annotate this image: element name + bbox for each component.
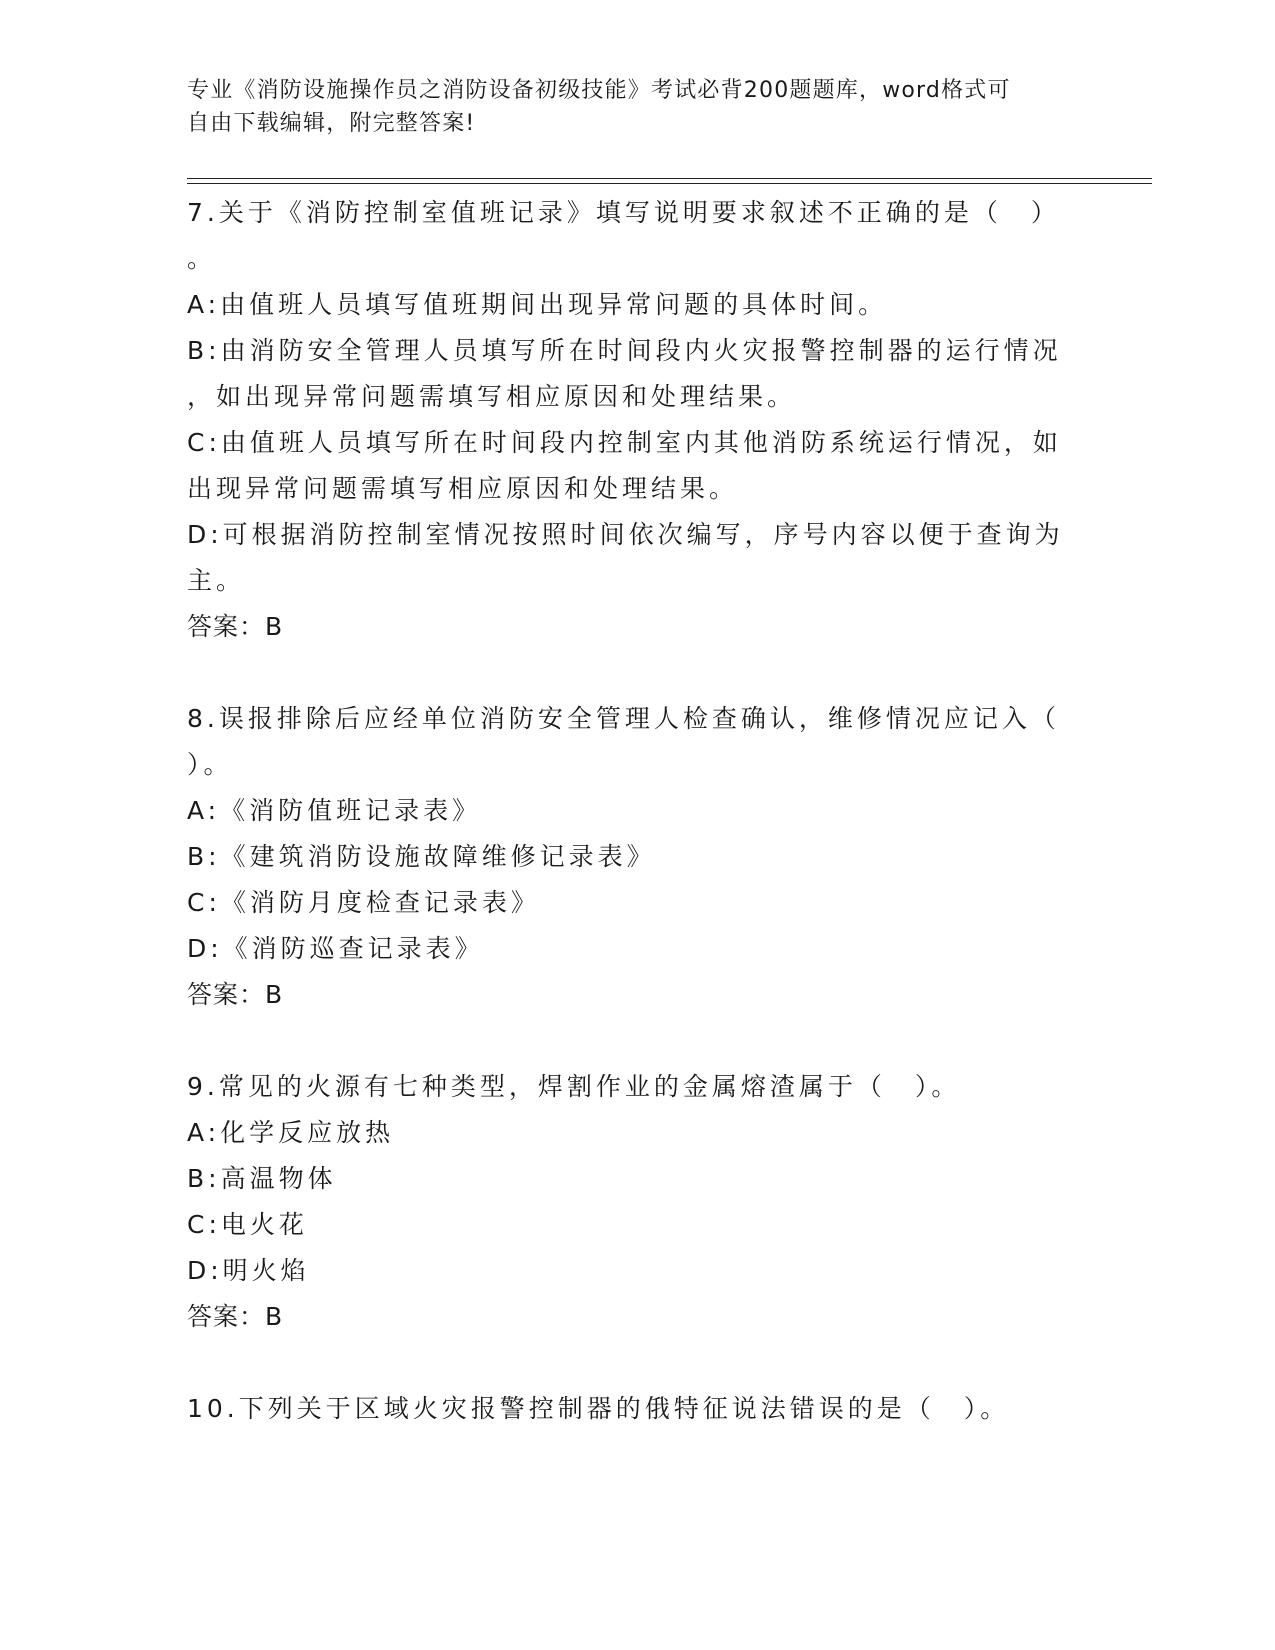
header-line-1: 专业《消防设施操作员之消防设备初级技能》考试必背200题题库，word格式可 bbox=[187, 78, 1011, 103]
answer: 答案：B bbox=[187, 612, 284, 641]
option-b: B:由消防安全管理人员填写所在时间段内火灾报警控制器的运行情况 bbox=[187, 336, 1062, 365]
option-a: A:《消防值班记录表》 bbox=[187, 796, 482, 825]
option-c: C:电火花 bbox=[187, 1210, 308, 1239]
question-10 bbox=[187, 1386, 1067, 1432]
question-stem: 7.关于《消防控制室值班记录》填写说明要求叙述不正确的是（ ） bbox=[187, 198, 1060, 227]
option-d: D:《消防巡查记录表》 bbox=[187, 934, 484, 963]
header-line-2: 自由下载编辑，附完整答案! bbox=[187, 111, 476, 136]
question-stem-continuation: ）。 bbox=[187, 750, 233, 779]
question-8 bbox=[187, 696, 1067, 1018]
option-d: D:可根据消防控制室情况按照时间依次编写，序号内容以便于查询为 bbox=[187, 520, 1064, 549]
question-stem-continuation: 。 bbox=[187, 244, 217, 273]
option-c: C:由值班人员填写所在时间段内控制室内其他消防系统运行情况，如 bbox=[187, 428, 1062, 457]
option-b-continuation: ，如出现异常问题需填写相应原因和处理结果。 bbox=[187, 382, 797, 411]
question-stem: 10.下列关于区域火灾报警控制器的俄特征说法错误的是（ ）。 bbox=[187, 1394, 1010, 1423]
option-d-continuation: 主。 bbox=[187, 566, 246, 595]
option-d: D:明火焰 bbox=[187, 1256, 310, 1285]
option-c: C:《消防月度检查记录表》 bbox=[187, 888, 540, 917]
page-header bbox=[187, 74, 1067, 140]
option-a: A:由值班人员填写值班期间出现异常问题的具体时间。 bbox=[187, 290, 888, 319]
question-list bbox=[187, 190, 1067, 1478]
option-b: B:《建筑消防设施故障维修记录表》 bbox=[187, 842, 656, 871]
option-a: A:化学反应放热 bbox=[187, 1118, 395, 1147]
header-divider-bottom bbox=[187, 183, 1152, 184]
option-b: B:高温物体 bbox=[187, 1164, 337, 1193]
answer: 答案：B bbox=[187, 1302, 284, 1331]
answer: 答案：B bbox=[187, 980, 284, 1009]
option-c-continuation: 出现异常问题需填写相应原因和处理结果。 bbox=[187, 474, 739, 503]
question-9 bbox=[187, 1064, 1067, 1340]
question-stem: 8.误报排除后应经单位消防安全管理人检查确认，维修情况应记入（ bbox=[187, 704, 1060, 733]
question-stem: 9.常见的火源有七种类型，焊割作业的金属熔渣属于（ ）。 bbox=[187, 1072, 961, 1101]
header-divider-top bbox=[187, 178, 1152, 179]
question-7 bbox=[187, 190, 1067, 650]
